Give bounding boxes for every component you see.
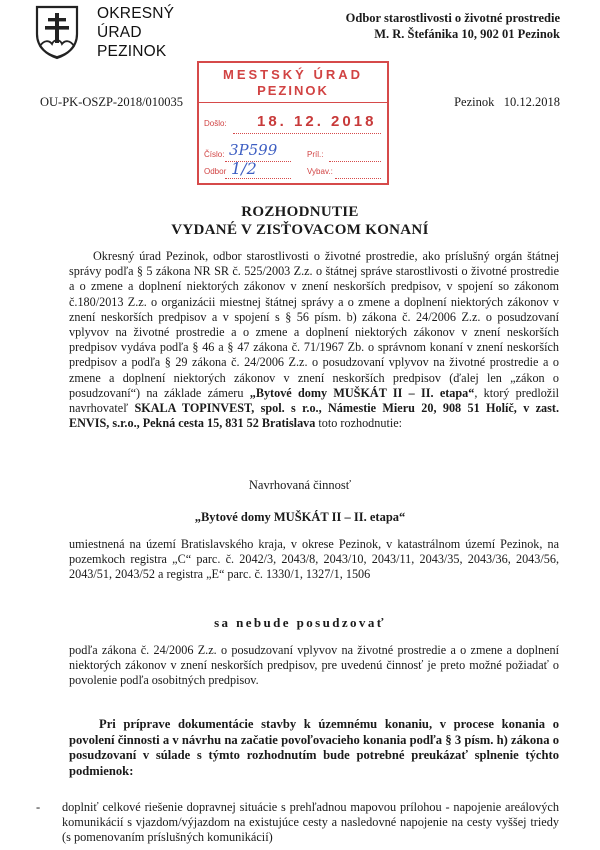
- stamp-received-date: 18. 12. 2018: [257, 113, 377, 130]
- office-name-line1: OKRESNÝ: [97, 5, 175, 22]
- title-line2: VYDANÉ V ZISŤOVACOM KONANÍ: [171, 222, 429, 238]
- document-title: [0, 203, 600, 239]
- reference-number: OU-PK-OSZP-2018/010035: [40, 95, 184, 109]
- department-name: Odbor starostlivosti o životné prostredie: [345, 11, 560, 25]
- stamp-underline: [329, 161, 381, 162]
- stamp-underline: [335, 178, 381, 179]
- stamp-separator: [199, 102, 387, 103]
- proposed-activity-label: Navrhovaná činnosť: [248, 478, 352, 492]
- stamp-dept-value: 1/2: [231, 159, 257, 178]
- condition-text: doplniť celkové riešenie dopravnej situácie s prehľadnou mapovou prílohou - napojenie areálových komunikácií s vjazdom/výjazdom na existujúce cesty a nasledovné napojenie na cesty vyššej triedy (s pomenovaním príslušných komunikácií): [62, 800, 559, 845]
- slovak-coat-of-arms-icon: [34, 4, 80, 60]
- department-block: [346, 10, 560, 42]
- registry-stamp: [197, 61, 389, 185]
- stamp-received-label: Došlo:: [204, 119, 227, 128]
- intro-applicant: SKALA TOPINVEST, spol. s r.o., Námestie Mieru 20, 908 51 Holíč, v zast. ENVIS, s.r.o., Pekná cesta 15, 831 52 Bratislava: [69, 401, 559, 431]
- stamp-handler-label: Vybav.:: [307, 167, 333, 176]
- project-name: „Bytové domy MUŠKÁT II – II. etapa“: [194, 510, 406, 524]
- office-name: [97, 4, 174, 61]
- intro-text-3: toto rozhodnutie:: [315, 416, 403, 431]
- stamp-number-value: 3P599: [229, 141, 278, 159]
- condition-bullet: -: [36, 800, 41, 814]
- stamp-dept-label: Odbor: [204, 167, 227, 176]
- office-name-line3: PEZINOK: [97, 43, 167, 60]
- office-name-line2: ÚRAD: [97, 24, 142, 41]
- stamp-underline: [225, 178, 291, 179]
- stamp-line1: MESTSKÝ ÚRAD: [222, 67, 363, 82]
- intro-text-1: Okresný úrad Pezinok, odbor starostlivosti o životné prostredie, ako príslušný orgán štátnej správy podľa § 5 zákona NR SR č. 525/2003 Z.z. o štátnej správe starostlivosti o životné prostredie a o zmene a doplnení niektorých zákonov v znení neskorších predpisov, v spojení so zákonom č.180/2013 Z.z. o organizácii miestnej štátnej správy a o zmene a doplnení niektorých zákonov v znení neskorších predpisov a v spojení s § 56 písm. b) zákona č. 24/2006 Z.z. o posudzovaní vplyvov na životné prostredie a o zmene a doplnení niektorých zákonov v znení neskorších predpisov vydáva podľa § 46 a § 47 zákona č. 71/1967 Zb. o správnom konaní v znení neskorších predpisov a podľa § 29 zákona č. 24/2006 Z.z. o posudzovaní vplyvov na životné prostredie a o zmene a doplnení niektorých zákonov v znení neskorších predpisov (ďalej len „zákon o posudzovaní“) na základe zámeru: [69, 249, 559, 400]
- department-address: M. R. Štefánika 10, 902 01 Pezinok: [374, 27, 560, 41]
- location-paragraph: umiestnená na území Bratislavského kraja, v okrese Pezinok, v katastrálnom území Pezinok, na pozemkoch registra „C“ parc. č. 2042/3, 2043/8, 2043/10, 2043/11, 2043/35, 2043/36, 2043/56, 2043/51, 2043/52 a registra „E“ parc. č. 1330/1, 1327/1, 1506: [69, 537, 559, 582]
- title-line1: ROZHODNUTIE: [241, 204, 359, 220]
- legal-paragraph: podľa zákona č. 24/2006 Z.z. o posudzovaní vplyvov na životné prostredie a o zmene a doplnení niektorých zákonov v znení neskorších predpisov, pre uvedenú činnosť je preto možné požiadať o povolenie podľa osobitných predpisov.: [69, 643, 559, 688]
- conditions-intro: Pri príprave dokumentácie stavby k územnému konaniu, v procese konania o povolení činnosti a v návrhu na začatie povoľovacieho konania podľa § 3 písm. h) zákona o posudzovaní v súlade s týmto rozhodnutím bude potrebné preukázať splnenie týchto podmienok:: [69, 717, 559, 778]
- stamp-enclosure-label: Príl.:: [307, 150, 324, 159]
- intro-text-2: , ktorý predložil navrhovateľ: [69, 385, 559, 416]
- intro-paragraph: [69, 249, 559, 431]
- intro-project-name: „Bytové domy MUŠKÁT II – II. etapa“: [249, 385, 475, 400]
- stamp-number-label: Číslo:: [204, 150, 225, 159]
- verdict: sa nebude posudzovať: [214, 615, 386, 630]
- stamp-underline: [233, 133, 381, 134]
- stamp-line2: PEZINOK: [257, 83, 329, 98]
- place-and-date: Pezinok 10.12.2018: [454, 95, 560, 109]
